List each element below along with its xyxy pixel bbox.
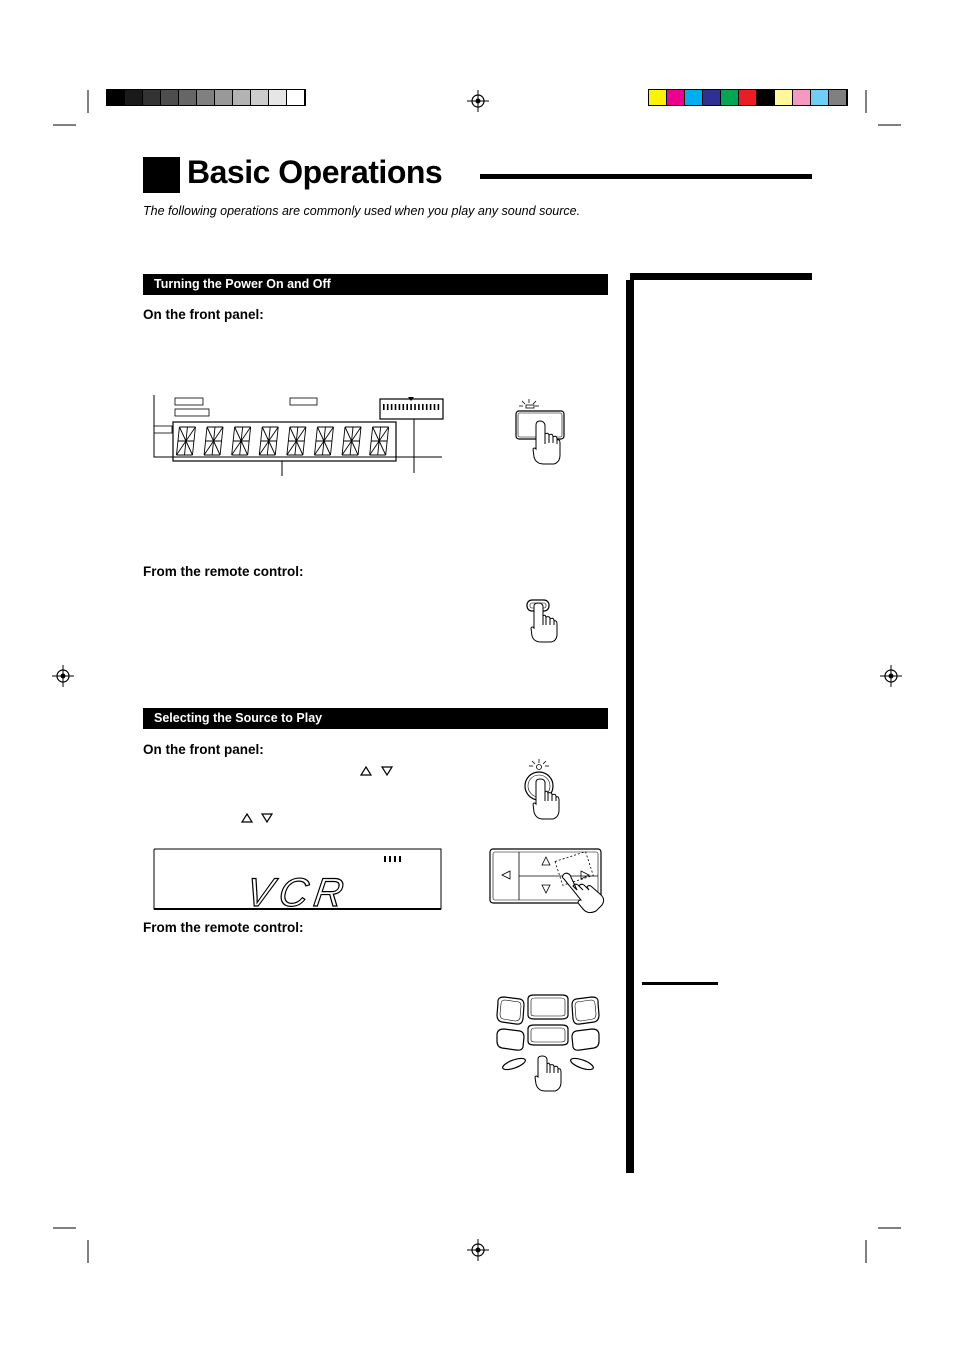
remote-control-heading: From the remote control: <box>143 564 304 579</box>
arrow-down-icon <box>261 813 273 823</box>
front-display-illustration <box>152 393 452 483</box>
hand-pressing-icon <box>512 397 572 467</box>
hand-pressing-icon <box>524 598 564 646</box>
section-bar-source: Selecting the Source to Play <box>143 708 608 729</box>
arrow-up-icon <box>241 813 253 823</box>
source-selector-pad-illustration <box>488 847 604 917</box>
registration-mark-icon <box>879 664 903 688</box>
page-title: Basic Operations <box>187 154 443 190</box>
title-block-marker <box>143 157 180 193</box>
registration-mark-icon <box>466 89 490 113</box>
front-panel-heading: On the front panel: <box>143 742 264 757</box>
front-panel-heading: On the front panel: <box>143 307 264 322</box>
intro-text: The following operations are commonly used when you play any sound source. <box>143 204 581 218</box>
registration-mark-icon <box>466 1238 490 1262</box>
hand-pressing-icon <box>522 758 572 822</box>
remote-source-buttons-illustration <box>492 993 604 1093</box>
arrow-up-icon <box>360 766 372 776</box>
arrow-down-icon <box>381 766 393 776</box>
title-rule <box>480 174 812 179</box>
source-display-illustration <box>153 848 443 915</box>
section-bar-power: Turning the Power On and Off <box>143 274 608 295</box>
source-display-text: VCR <box>243 870 353 915</box>
registration-mark-icon <box>51 664 75 688</box>
remote-control-heading: From the remote control: <box>143 920 304 935</box>
side-column-divider <box>626 280 634 1173</box>
side-column-header-rule <box>630 273 812 280</box>
note-rule <box>642 982 718 985</box>
